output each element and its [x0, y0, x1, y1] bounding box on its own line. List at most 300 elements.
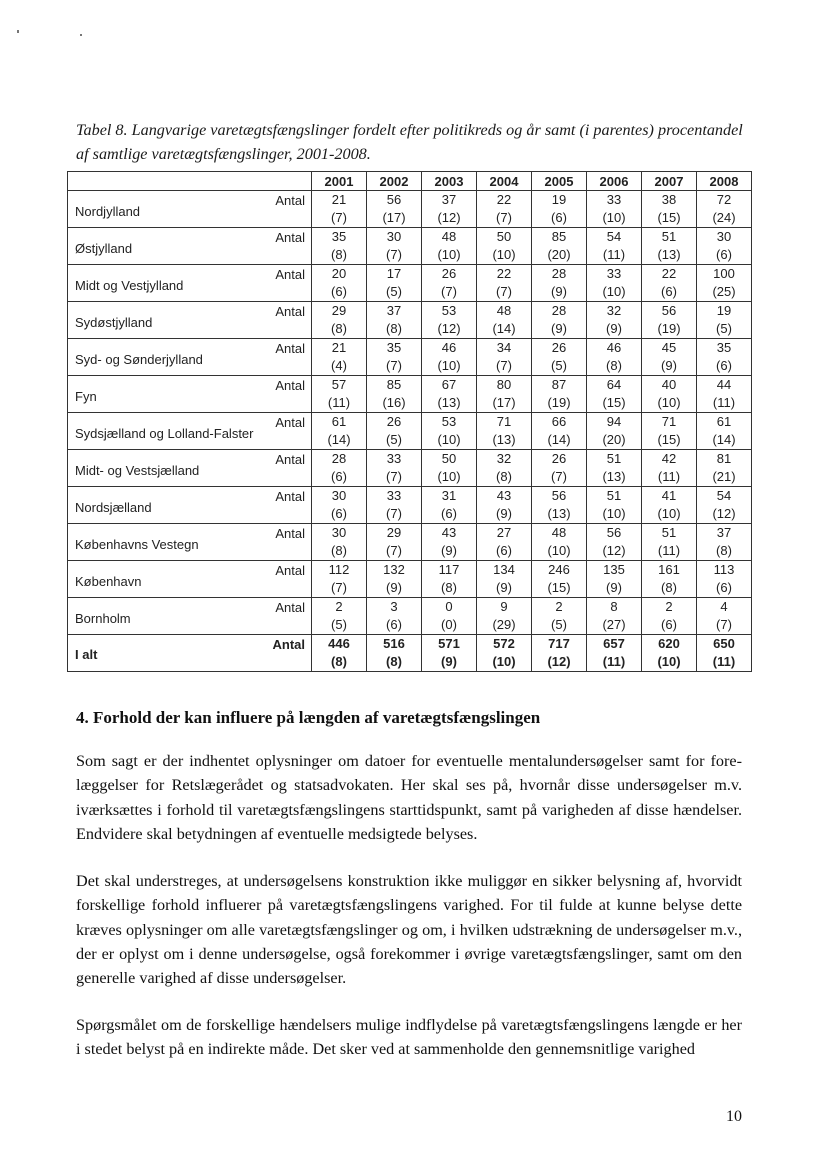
table-row: [68, 265, 752, 302]
value-cell: [312, 302, 367, 339]
value-cell: [477, 598, 532, 635]
value-cell: [532, 265, 587, 302]
percent-value: (13): [547, 506, 571, 521]
count-value: 4: [720, 599, 728, 614]
value-cell: [312, 487, 367, 524]
value-cell: [312, 228, 367, 265]
district-name: Nordsjælland: [75, 500, 152, 515]
count-value: 71: [496, 414, 512, 429]
value-cell: [477, 450, 532, 487]
percent-value: (8): [661, 580, 677, 595]
value-cell: [642, 191, 697, 228]
antal-label: Antal: [275, 526, 305, 541]
district-name: Østjylland: [75, 241, 133, 256]
percent-value: (5): [551, 358, 567, 373]
percent-value: (8): [386, 654, 402, 669]
value-cell: [312, 339, 367, 376]
value-cell: [422, 191, 477, 228]
percent-value: (13): [492, 432, 516, 447]
percent-value: (6): [331, 284, 347, 299]
value-cell: [642, 635, 697, 672]
percent-value: (6): [386, 617, 402, 632]
percent-value: (14): [547, 432, 571, 447]
value-cell: [697, 302, 752, 339]
percent-value: (29): [492, 617, 516, 632]
value-cell: [532, 561, 587, 598]
percent-value: (12): [602, 543, 626, 558]
value-cell: [642, 339, 697, 376]
percent-value: (12): [437, 210, 461, 225]
value-cell: [587, 635, 642, 672]
count-value: 246: [548, 562, 570, 577]
count-value: 571: [438, 636, 460, 651]
value-cell: [367, 376, 422, 413]
count-value: 66: [551, 414, 567, 429]
percent-value: (14): [327, 432, 351, 447]
count-value: 26: [386, 414, 402, 429]
percent-value: (6): [551, 210, 567, 225]
count-value: 51: [661, 229, 677, 244]
percent-value: (17): [382, 210, 406, 225]
percent-value: (7): [716, 617, 732, 632]
value-cell: [477, 635, 532, 672]
percent-value: (9): [441, 543, 457, 558]
percent-value: (17): [492, 395, 516, 410]
value-cell: [642, 598, 697, 635]
district-cell: [68, 228, 312, 265]
value-cell: [367, 561, 422, 598]
percent-value: (4): [331, 358, 347, 373]
value-cell: [587, 487, 642, 524]
count-value: 33: [386, 451, 402, 466]
count-value: 46: [441, 340, 457, 355]
paragraph: Som sagt er der indhentet oplysninger om datoer for eventuelle mentalundersøgelser samt for forelæggelser for Retslægerådet og statsadvokaten. Her skal ses på, hvornår disse undersøgelser m.v. iværksættes i forhold til varetægtsfængslingens starttidspunkt, samt på varigheden af disse hændelser. Endvidere skal betydningen af eventuelle medsigtede belyses.: [76, 752, 742, 843]
count-value: 132: [383, 562, 405, 577]
count-value: 56: [551, 488, 567, 503]
value-cell: [642, 228, 697, 265]
percent-value: (9): [496, 506, 512, 521]
percent-value: (5): [716, 321, 732, 336]
paragraph: Spørgsmålet om de forskellige hændelsers mulige indflydelse på varetægtsfængslingens længde er her i stedet belyst på en indirekte måde. Det sker ved at sammenholde den gennemsnitlige varighed: [76, 1016, 742, 1059]
antal-label: Antal: [275, 600, 305, 615]
count-value: 33: [606, 192, 622, 207]
count-value: 37: [386, 303, 402, 318]
page-number: 10: [726, 1108, 742, 1125]
value-cell: [422, 265, 477, 302]
value-cell: [422, 376, 477, 413]
district-name: Midt- og Vestsjælland: [75, 463, 200, 478]
percent-value: (25): [712, 284, 736, 299]
count-value: 0: [445, 599, 453, 614]
antal-label: Antal: [275, 415, 305, 430]
percent-value: (14): [712, 432, 736, 447]
value-cell: [587, 598, 642, 635]
count-value: 42: [661, 451, 677, 466]
scan-speck: [80, 34, 82, 36]
count-value: 8: [610, 599, 618, 614]
district-cell: [68, 598, 312, 635]
value-cell: [587, 524, 642, 561]
count-value: 56: [661, 303, 677, 318]
district-name: København: [75, 574, 142, 589]
value-cell: [532, 191, 587, 228]
count-value: 22: [496, 266, 512, 281]
count-value: 85: [386, 377, 402, 392]
count-value: 85: [551, 229, 567, 244]
count-value: 40: [661, 377, 677, 392]
count-value: 717: [548, 636, 570, 651]
antal-label: Antal: [275, 452, 305, 467]
antal-label: Antal: [275, 489, 305, 504]
percent-value: (11): [712, 654, 736, 669]
percent-value: (9): [606, 580, 622, 595]
percent-value: (10): [657, 654, 681, 669]
count-value: 37: [716, 525, 732, 540]
value-cell: [642, 524, 697, 561]
count-value: 112: [328, 562, 350, 577]
percent-value: (7): [496, 210, 512, 225]
district-cell: [68, 524, 312, 561]
district-cell: [68, 302, 312, 339]
count-value: 2: [555, 599, 563, 614]
percent-value: (6): [661, 284, 677, 299]
count-value: 33: [386, 488, 402, 503]
antal-label: Antal: [275, 193, 305, 208]
count-value: 72: [716, 192, 732, 207]
header-blank: [68, 172, 312, 191]
percent-value: (7): [441, 284, 457, 299]
count-value: 27: [496, 525, 512, 540]
percent-value: (13): [657, 247, 681, 262]
header-year: 2003: [422, 172, 477, 191]
count-value: 81: [716, 451, 732, 466]
percent-value: (15): [602, 395, 626, 410]
percent-value: (15): [547, 580, 571, 595]
percent-value: (11): [327, 395, 351, 410]
value-cell: [587, 265, 642, 302]
count-value: 54: [606, 229, 622, 244]
count-value: 22: [496, 192, 512, 207]
table-row: [68, 228, 752, 265]
percent-value: (27): [602, 617, 626, 632]
percent-value: (11): [657, 469, 681, 484]
value-cell: [532, 635, 587, 672]
percent-value: (11): [712, 395, 736, 410]
value-cell: [642, 376, 697, 413]
value-cell: [477, 413, 532, 450]
district-name: I alt: [75, 647, 98, 662]
antal-label: Antal: [275, 341, 305, 356]
percent-value: (10): [437, 358, 461, 373]
value-cell: [367, 635, 422, 672]
value-cell: [422, 487, 477, 524]
percent-value: (7): [386, 247, 402, 262]
count-value: 56: [606, 525, 622, 540]
count-value: 32: [496, 451, 512, 466]
percent-value: (11): [602, 247, 626, 262]
count-value: 28: [551, 303, 567, 318]
count-value: 94: [606, 414, 622, 429]
header-year: 2008: [697, 172, 752, 191]
percent-value: (21): [712, 469, 736, 484]
paragraph: Det skal understreges, at undersøgelsens konstruktion ikke muliggør en sikker belysning af, hvorvidt forskellige forhold influerer på varetægtsfængslingens varighed. For til fulde at kunne belyse dette kræves oplysninger om alle varetægtsfængslinger og om, i hvilken udstrækning de undersøgelser m.v., der er oplyst om i denne undersøgelse, også forekommer i øvrige varetægtsfængslinger, samt om den generelle varighed af disse undersøgelser.: [76, 872, 742, 988]
value-cell: [587, 339, 642, 376]
percent-value: (8): [496, 469, 512, 484]
count-value: 100: [713, 266, 735, 281]
count-value: 30: [331, 488, 347, 503]
count-value: 30: [716, 229, 732, 244]
percent-value: (13): [437, 395, 461, 410]
count-value: 22: [661, 266, 677, 281]
value-cell: [532, 450, 587, 487]
count-value: 620: [658, 636, 680, 651]
percent-value: (8): [331, 654, 347, 669]
percent-value: (12): [437, 321, 461, 336]
percent-value: (12): [547, 654, 571, 669]
antal-label: Antal: [275, 230, 305, 245]
value-cell: [587, 302, 642, 339]
percent-value: (7): [496, 358, 512, 373]
value-cell: [422, 635, 477, 672]
count-value: 26: [551, 451, 567, 466]
value-cell: [697, 450, 752, 487]
percent-value: (8): [606, 358, 622, 373]
district-cell: [68, 561, 312, 598]
percent-value: (5): [331, 617, 347, 632]
antal-label: Antal: [275, 563, 305, 578]
value-cell: [642, 450, 697, 487]
percent-value: (9): [661, 358, 677, 373]
count-value: 80: [496, 377, 512, 392]
count-value: 30: [386, 229, 402, 244]
value-cell: [477, 191, 532, 228]
value-cell: [422, 302, 477, 339]
district-cell: [68, 191, 312, 228]
count-value: 71: [661, 414, 677, 429]
percent-value: (10): [547, 543, 571, 558]
percent-value: (11): [657, 543, 681, 558]
count-value: 572: [493, 636, 515, 651]
percent-value: (7): [386, 358, 402, 373]
value-cell: [367, 450, 422, 487]
district-name: Sydøstjylland: [75, 315, 153, 330]
count-value: 29: [386, 525, 402, 540]
percent-value: (20): [547, 247, 571, 262]
table-row: [68, 302, 752, 339]
value-cell: [477, 339, 532, 376]
percent-value: (7): [386, 469, 402, 484]
count-value: 64: [606, 377, 622, 392]
table-row: [68, 339, 752, 376]
header-year: 2007: [642, 172, 697, 191]
value-cell: [587, 450, 642, 487]
count-value: 32: [606, 303, 622, 318]
value-cell: [642, 561, 697, 598]
count-value: 516: [383, 636, 405, 651]
value-cell: [312, 265, 367, 302]
count-value: 26: [551, 340, 567, 355]
percent-value: (10): [657, 395, 681, 410]
percent-value: (9): [386, 580, 402, 595]
value-cell: [422, 598, 477, 635]
count-value: 35: [716, 340, 732, 355]
percent-value: (9): [551, 321, 567, 336]
district-name: Midt og Vestjylland: [75, 278, 184, 293]
district-cell: [68, 376, 312, 413]
value-cell: [367, 413, 422, 450]
percent-value: (14): [492, 321, 516, 336]
table-row: [68, 561, 752, 598]
value-cell: [367, 302, 422, 339]
percent-value: (8): [441, 580, 457, 595]
custody-table: [67, 171, 752, 672]
value-cell: [312, 191, 367, 228]
table-caption: Tabel 8. Langvarige varetægtsfængslinger fordelt efter politikreds og år samt (i parentes) procentandel af samtlige varetægtsfængslinger, 2001-2008.: [76, 121, 743, 163]
value-cell: [367, 598, 422, 635]
count-value: 28: [551, 266, 567, 281]
count-value: 48: [441, 229, 457, 244]
percent-value: (5): [386, 284, 402, 299]
value-cell: [422, 413, 477, 450]
header-year: 2005: [532, 172, 587, 191]
count-value: 135: [603, 562, 625, 577]
percent-value: (6): [716, 580, 732, 595]
value-cell: [312, 598, 367, 635]
count-value: 30: [331, 525, 347, 540]
count-value: 61: [331, 414, 347, 429]
table-body: [68, 191, 752, 672]
value-cell: [642, 413, 697, 450]
percent-value: (7): [386, 543, 402, 558]
value-cell: [697, 265, 752, 302]
percent-value: (7): [331, 580, 347, 595]
value-cell: [532, 524, 587, 561]
district-name: Københavns Vestegn: [75, 537, 199, 552]
count-value: 31: [441, 488, 457, 503]
count-value: 50: [496, 229, 512, 244]
percent-value: (16): [382, 395, 406, 410]
count-value: 54: [716, 488, 732, 503]
count-value: 2: [335, 599, 343, 614]
count-value: 61: [716, 414, 732, 429]
count-value: 113: [713, 562, 735, 577]
percent-value: (0): [441, 617, 457, 632]
value-cell: [367, 265, 422, 302]
percent-value: (9): [606, 321, 622, 336]
value-cell: [422, 339, 477, 376]
percent-value: (10): [437, 469, 461, 484]
antal-label: Antal: [275, 267, 305, 282]
count-value: 446: [328, 636, 350, 651]
percent-value: (10): [657, 506, 681, 521]
table-header-row: [68, 172, 752, 191]
count-value: 19: [551, 192, 567, 207]
value-cell: [697, 524, 752, 561]
percent-value: (15): [657, 432, 681, 447]
header-year: 2001: [312, 172, 367, 191]
value-cell: [532, 339, 587, 376]
value-cell: [587, 191, 642, 228]
value-cell: [477, 376, 532, 413]
percent-value: (7): [331, 210, 347, 225]
count-value: 38: [661, 192, 677, 207]
count-value: 35: [386, 340, 402, 355]
value-cell: [642, 302, 697, 339]
count-value: 45: [661, 340, 677, 355]
value-cell: [422, 561, 477, 598]
percent-value: (10): [437, 432, 461, 447]
value-cell: [532, 598, 587, 635]
count-value: 33: [606, 266, 622, 281]
value-cell: [477, 228, 532, 265]
percent-value: (5): [386, 432, 402, 447]
count-value: 3: [390, 599, 398, 614]
percent-value: (8): [331, 321, 347, 336]
district-name: Sydsjælland og Lolland-Falster: [75, 426, 254, 441]
count-value: 28: [331, 451, 347, 466]
value-cell: [312, 524, 367, 561]
percent-value: (8): [331, 247, 347, 262]
count-value: 21: [331, 340, 347, 355]
count-value: 134: [493, 562, 515, 577]
value-cell: [697, 635, 752, 672]
count-value: 21: [331, 192, 347, 207]
percent-value: (5): [551, 617, 567, 632]
count-value: 48: [496, 303, 512, 318]
value-cell: [477, 524, 532, 561]
value-cell: [312, 561, 367, 598]
value-cell: [367, 487, 422, 524]
percent-value: (6): [441, 506, 457, 521]
value-cell: [532, 376, 587, 413]
count-value: 50: [441, 451, 457, 466]
percent-value: (6): [716, 358, 732, 373]
count-value: 161: [658, 562, 680, 577]
percent-value: (10): [602, 210, 626, 225]
value-cell: [422, 228, 477, 265]
count-value: 53: [441, 414, 457, 429]
percent-value: (19): [657, 321, 681, 336]
percent-value: (15): [657, 210, 681, 225]
value-cell: [367, 524, 422, 561]
value-cell: [312, 413, 367, 450]
count-value: 87: [551, 377, 567, 392]
percent-value: (19): [547, 395, 571, 410]
percent-value: (6): [661, 617, 677, 632]
value-cell: [367, 228, 422, 265]
percent-value: (10): [492, 654, 516, 669]
district-cell: [68, 413, 312, 450]
value-cell: [697, 487, 752, 524]
table-row: [68, 376, 752, 413]
value-cell: [532, 228, 587, 265]
header-year: 2004: [477, 172, 532, 191]
value-cell: [312, 450, 367, 487]
header-year: 2002: [367, 172, 422, 191]
count-value: 51: [606, 488, 622, 503]
value-cell: [532, 487, 587, 524]
value-cell: [697, 339, 752, 376]
value-cell: [697, 413, 752, 450]
value-cell: [477, 561, 532, 598]
count-value: 9: [500, 599, 508, 614]
count-value: 37: [441, 192, 457, 207]
percent-value: (13): [602, 469, 626, 484]
percent-value: (9): [496, 580, 512, 595]
percent-value: (8): [716, 543, 732, 558]
percent-value: (8): [386, 321, 402, 336]
value-cell: [422, 524, 477, 561]
